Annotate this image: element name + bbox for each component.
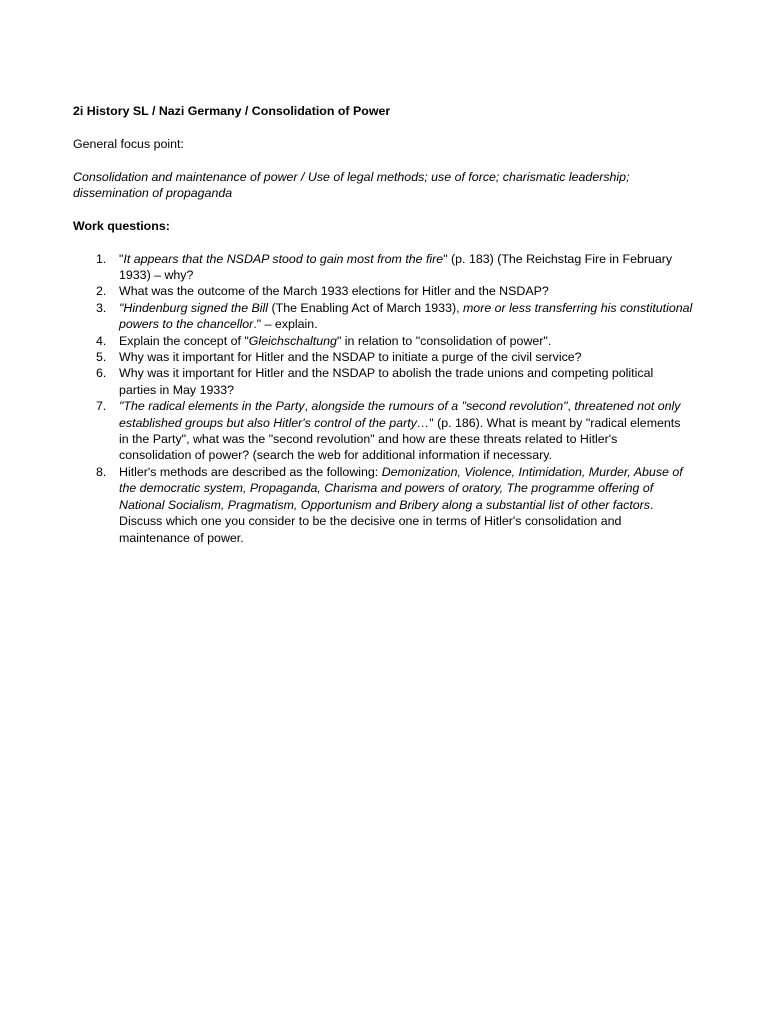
question-number: 3. [96,300,107,315]
question-item [73,283,693,299]
question-item [73,333,693,349]
question-text: Gleichschaltung [248,333,337,348]
question-item [73,300,693,333]
question-text: more or less transferring his constitutional powers to the chancellor [119,300,693,332]
question-text: It appears that the NSDAP stood to gain most from the fire [123,251,444,266]
question-text: Explain the concept of " [119,333,249,348]
question-number: 1. [96,251,107,266]
question-text: ." – explain. [253,317,318,332]
focus-label: General focus point: [73,136,184,151]
document-title: 2i History SL / Nazi Germany / Consolidation of Power [73,104,391,118]
question-text: (The Enabling Act of March 1933), [268,300,463,315]
question-number: 5. [96,350,107,365]
question-number: 4. [96,333,107,348]
question-list [73,251,693,546]
question-item [73,365,693,398]
question-item [73,464,693,546]
question-text: " (p. 183) (The Reichstag Fire in February 1933) – why? [119,251,673,282]
question-number: 6. [96,366,107,381]
question-number: 7. [96,399,107,414]
question-text: Why was it important for Hitler and the NSDAP to abolish the trade unions and competing political parties in May 1933? [119,366,654,397]
question-text: Demonization, Violence, Intimidation, Murder, Abuse of the democratic system, Propaganda, Charisma and powers of oratory, The programme offering of National Socialism, Pragmatism, Opportunism and Bribery along a substantial list of other factors [119,464,683,512]
question-text: " [119,251,124,266]
question-text: , [567,399,575,414]
question-item [73,349,693,365]
question-text: threatened not only established groups but also Hitler's control of the party… [119,399,681,430]
spacer [73,152,693,168]
question-text: Hitler's methods are described as the following: [119,464,382,479]
spacer [73,234,693,250]
spacer [73,119,693,135]
question-number: 8. [96,464,107,479]
question-text: Why was it important for Hitler and the NSDAP to initiate a purge of the civil service? [119,350,582,365]
question-text: alongside the rumours of a "second revolution" [311,399,568,414]
question-text: . Discuss which one you consider to be the decisive one in terms of Hitler's consolidation and maintenance of power. [119,497,654,545]
document-page [73,103,693,546]
question-text: , [304,399,312,414]
spacer [73,201,693,217]
question-item [73,251,693,284]
question-text: " (p. 186). What is meant by "radical elements in the Party", what was the "second revolution" and how are these threats related to Hitler's consolidation of power? (search the web for additional information if necessary. [119,415,681,463]
question-text: " in relation to "consolidation of power". [336,333,552,348]
question-text: "The radical elements in the Party [119,399,305,414]
question-number: 2. [96,284,107,299]
question-text: "Hindenburg signed the Bill [119,300,269,315]
question-text: What was the outcome of the March 1933 elections for Hitler and the NSDAP? [119,284,549,299]
question-item [73,398,693,464]
focus-text: Consolidation and maintenance of power / Use of legal methods; use of force; charismatic leadership; dissemination of propaganda [73,169,630,200]
questions-heading: Work questions: [73,218,170,233]
